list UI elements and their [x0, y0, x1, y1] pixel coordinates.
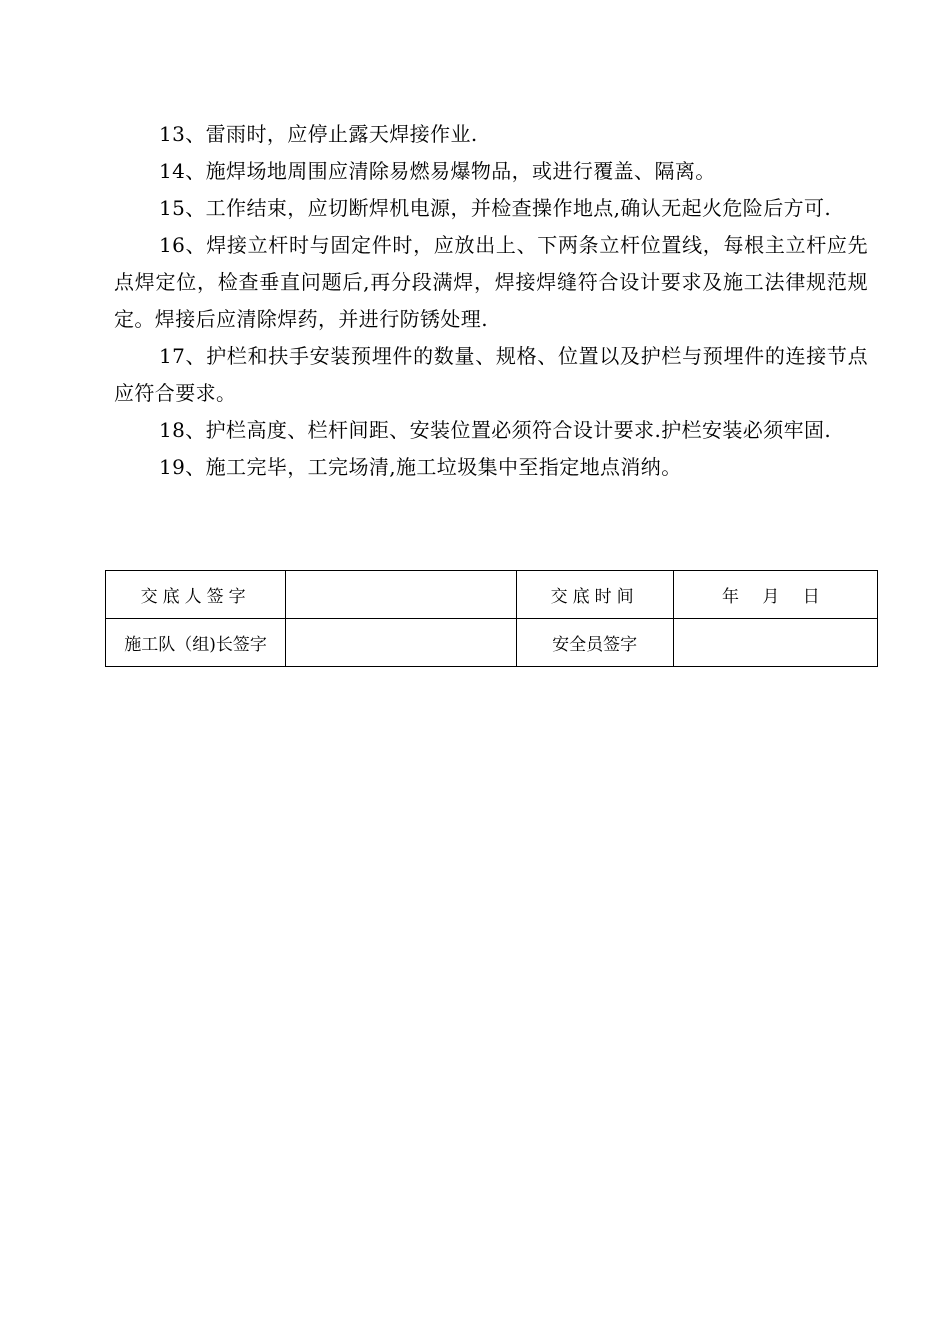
safety-officer-signature-field[interactable] [673, 619, 877, 667]
safety-instructions [114, 116, 868, 486]
safety-officer-signature-label: 安全员签字 [516, 619, 673, 667]
signature-table [105, 570, 878, 667]
briefing-time-label: 交底时间 [516, 571, 673, 619]
instruction-item-16: 16、焊接立杆时与固定件时，应放出上、下两条立杆位置线，每根主立杆应先点焊定位，检查垂直问题后,再分段满焊，焊接焊缝符合设计要求及施工法律规范规定。焊接后应清除焊药，并进行防锈处理. [114, 233, 868, 331]
instruction-item-18: 18、护栏高度、栏杆间距、安装位置必须符合设计要求.护栏安装必须牢固. [159, 418, 832, 442]
team-leader-signature-field[interactable] [286, 619, 516, 667]
briefer-signature-field[interactable] [286, 571, 516, 619]
instruction-item-17: 17、护栏和扶手安装预埋件的数量、规格、位置以及护栏与预埋件的连接节点应符合要求。 [114, 344, 868, 405]
briefer-signature-label: 交底人签字 [106, 571, 286, 619]
instruction-item-13: 13、雷雨时，应停止露天焊接作业. [159, 122, 478, 146]
briefing-date-field[interactable]: 年 月 日 [673, 571, 877, 619]
instruction-item-19: 19、施工完毕，工完场清,施工垃圾集中至指定地点消纳。 [159, 455, 682, 479]
instruction-item-15: 15、工作结束，应切断焊机电源，并检查操作地点,确认无起火危险后方可. [159, 196, 832, 220]
table-row [106, 619, 878, 667]
instruction-item-14: 14、施焊场地周围应清除易燃易爆物品，或进行覆盖、隔离。 [159, 159, 716, 183]
table-row [106, 571, 878, 619]
team-leader-signature-label: 施工队（组)长签字 [106, 619, 286, 667]
